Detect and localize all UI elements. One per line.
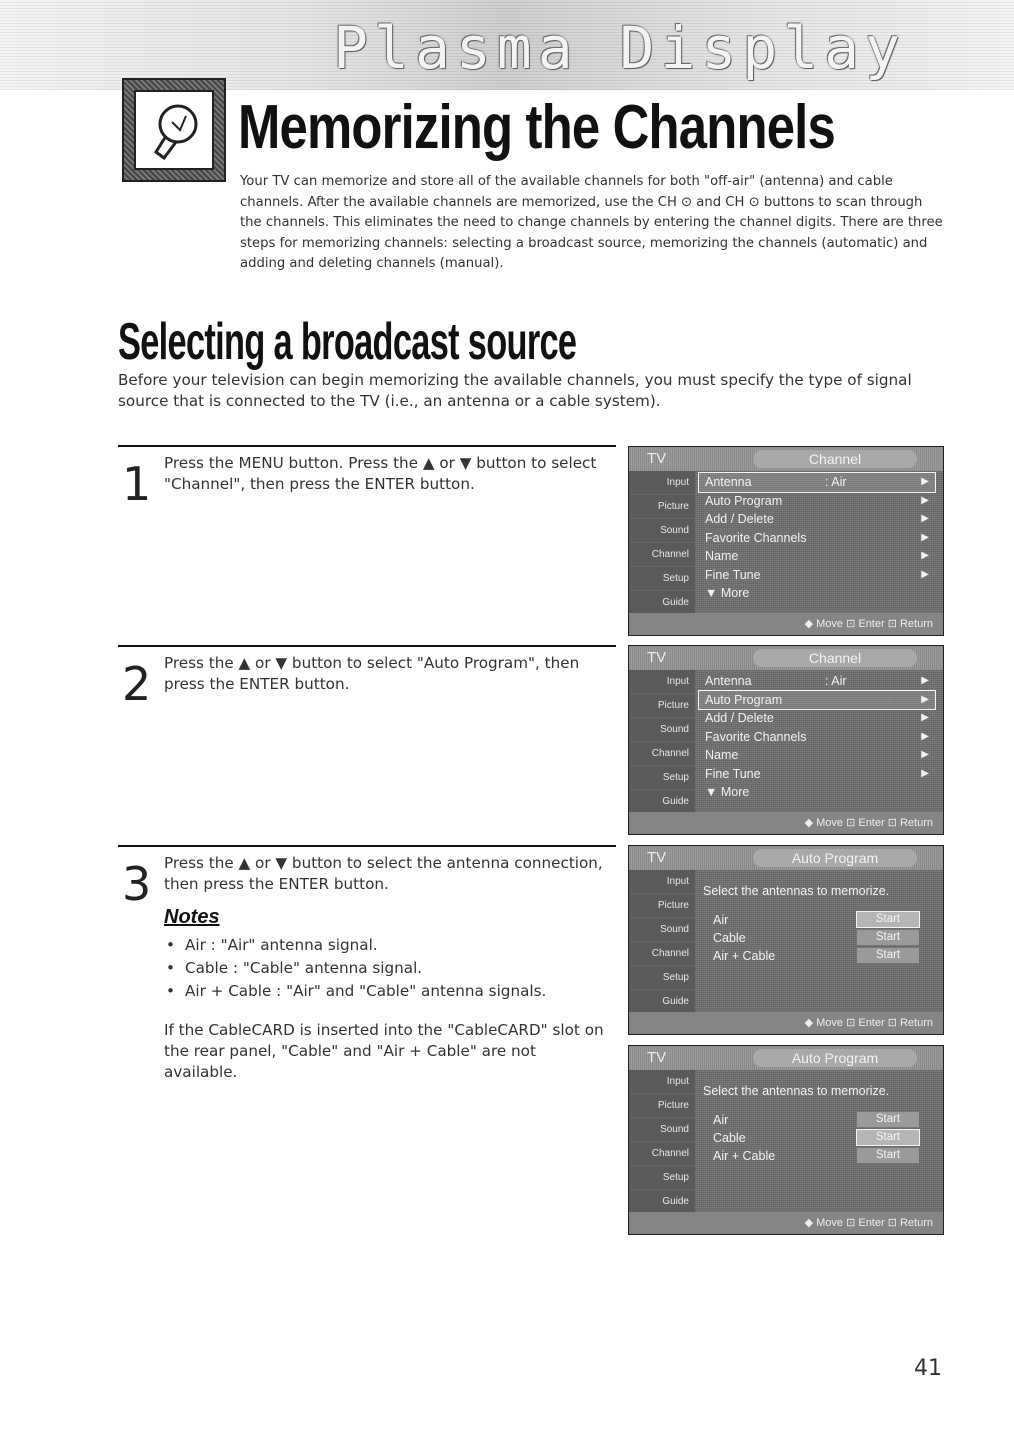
menu-item-antenna: Antenna : Air ▶ bbox=[699, 473, 935, 492]
step-text: Press the ▲ or ▼ button to select "Auto Program", then press the ENTER button. bbox=[164, 654, 580, 693]
start-button: Start bbox=[857, 948, 919, 963]
menu-item-fine-tune: Fine Tune ▶ bbox=[705, 766, 929, 781]
sidebar-item-picture: Picture bbox=[629, 495, 695, 519]
tv-screen-auto-program-1 bbox=[628, 845, 944, 1035]
step-number: 2 bbox=[122, 657, 152, 711]
osd-sidebar bbox=[629, 1070, 695, 1212]
arrow-right-icon: ▶ bbox=[921, 531, 929, 543]
step-1 bbox=[118, 445, 616, 511]
sidebar-item-sound: Sound bbox=[629, 519, 695, 543]
arrow-right-icon: ▶ bbox=[921, 513, 929, 524]
menu-item-air: Air Start bbox=[713, 912, 923, 928]
osd-footer: ◆ Move ⊡ Enter ⊡ Return bbox=[629, 812, 943, 834]
sidebar-item-picture: Picture bbox=[629, 694, 695, 718]
step-text: Press the ▲ or ▼ button to select the antenna connection, then press the ENTER button. bbox=[164, 854, 603, 893]
notes-list bbox=[166, 934, 546, 1003]
sidebar-item-picture: Picture bbox=[629, 1094, 695, 1118]
sidebar-item-sound: Sound bbox=[629, 718, 695, 742]
intro-paragraph: Your TV can memorize and store all of the available channels for both "off-air" (antenna) and cable channels. After the available channels are memorized, use the CH ⊙ and CH ⊙ buttons to scan through the channels. This eliminates the need to change channels by entering the channel digits. There are three steps for memorizing channels: selecting a broadcast source, memorizing the channels (automatic) and adding and deleting channels (manual). bbox=[240, 174, 943, 271]
page-title: Memorizing the Channels bbox=[238, 93, 835, 162]
menu-item-name: Name ▶ bbox=[705, 748, 929, 762]
tv-screen-channel-1 bbox=[628, 446, 944, 636]
osd-sidebar bbox=[629, 471, 695, 613]
tv-label: TV bbox=[647, 849, 667, 866]
sidebar-item-setup: Setup bbox=[629, 1166, 695, 1190]
tv-label: TV bbox=[647, 649, 667, 666]
menu-item-name: Name ▶ bbox=[705, 549, 929, 563]
banner-text: Plasma Display bbox=[333, 14, 906, 82]
osd-prompt: Select the antennas to memorize. bbox=[703, 1084, 890, 1098]
sidebar-item-guide: Guide bbox=[629, 790, 695, 814]
step-2 bbox=[118, 645, 616, 711]
list-item: • Cable : "Cable" antenna signal. bbox=[166, 957, 546, 980]
sidebar-item-input: Input bbox=[629, 870, 695, 894]
menu-item-auto-program: Auto Program ▶ bbox=[699, 691, 935, 710]
sidebar-item-guide: Guide bbox=[629, 1190, 695, 1214]
start-button: Start bbox=[857, 912, 919, 927]
menu-item-more: ▼ More bbox=[705, 785, 750, 799]
menu-title: Channel bbox=[753, 450, 917, 468]
menu-item-auto-program: Auto Program ▶ bbox=[705, 493, 929, 508]
start-button: Start bbox=[857, 930, 919, 945]
arrow-right-icon: ▶ bbox=[921, 712, 929, 723]
notes-title: Notes bbox=[164, 906, 220, 928]
step-number: 1 bbox=[122, 457, 152, 511]
arrow-right-icon: ▶ bbox=[921, 494, 929, 506]
menu-item-antenna: Antenna : Air ▶ bbox=[705, 674, 929, 688]
menu-item-favorite-channels: Favorite Channels ▶ bbox=[705, 729, 929, 744]
step-text: Press the MENU button. Press the ▲ or ▼ button to select "Channel", then press the ENTER button. bbox=[164, 454, 597, 493]
sidebar-item-sound: Sound bbox=[629, 1118, 695, 1142]
tv-label: TV bbox=[647, 1049, 667, 1066]
arrow-right-icon: ▶ bbox=[921, 476, 929, 487]
osd-prompt: Select the antennas to memorize. bbox=[703, 884, 890, 898]
tv-label: TV bbox=[647, 450, 667, 467]
menu-item-air-cable: Air + Cable Start bbox=[713, 948, 923, 964]
start-button: Start bbox=[857, 1130, 919, 1145]
sidebar-item-picture: Picture bbox=[629, 894, 695, 918]
osd-menu bbox=[699, 672, 935, 802]
sidebar-item-input: Input bbox=[629, 471, 695, 495]
arrow-right-icon: ▶ bbox=[921, 568, 929, 580]
menu-title: Auto Program bbox=[753, 849, 917, 867]
osd-sidebar bbox=[629, 870, 695, 1012]
sidebar-item-setup: Setup bbox=[629, 766, 695, 790]
menu-title: Auto Program bbox=[753, 1049, 917, 1067]
sidebar-item-channel: Channel bbox=[629, 543, 695, 567]
tv-screen-channel-2 bbox=[628, 645, 944, 835]
menu-item-more: ▼ More bbox=[705, 586, 750, 600]
osd-footer: ◆ Move ⊡ Enter ⊡ Return bbox=[629, 1212, 943, 1234]
menu-item-add-delete: Add / Delete ▶ bbox=[705, 711, 929, 725]
sidebar-item-channel: Channel bbox=[629, 1142, 695, 1166]
sidebar-item-sound: Sound bbox=[629, 918, 695, 942]
arrow-right-icon: ▶ bbox=[921, 550, 929, 561]
sidebar-item-input: Input bbox=[629, 1070, 695, 1094]
sidebar-item-guide: Guide bbox=[629, 591, 695, 615]
menu-item-air: Air Start bbox=[713, 1112, 923, 1128]
start-button: Start bbox=[857, 1112, 919, 1127]
osd-sidebar bbox=[629, 670, 695, 812]
arrow-right-icon: ▶ bbox=[921, 675, 929, 686]
arrow-right-icon: ▶ bbox=[921, 749, 929, 760]
section-title: Selecting a broadcast source bbox=[118, 313, 577, 371]
page-banner bbox=[0, 0, 1014, 90]
osd-menu bbox=[699, 473, 935, 603]
arrow-right-icon: ▶ bbox=[921, 730, 929, 742]
sidebar-item-guide: Guide bbox=[629, 990, 695, 1014]
menu-title: Channel bbox=[753, 649, 917, 667]
menu-item-add-delete: Add / Delete ▶ bbox=[705, 512, 929, 526]
menu-item-cable: Cable Start bbox=[713, 930, 923, 946]
arrow-right-icon: ▶ bbox=[921, 767, 929, 779]
sidebar-item-channel: Channel bbox=[629, 942, 695, 966]
step-3 bbox=[118, 845, 616, 911]
sidebar-item-setup: Setup bbox=[629, 966, 695, 990]
menu-item-fine-tune: Fine Tune ▶ bbox=[705, 567, 929, 582]
step-number: 3 bbox=[122, 857, 152, 911]
sidebar-item-setup: Setup bbox=[629, 567, 695, 591]
tv-screen-auto-program-2 bbox=[628, 1045, 944, 1235]
osd-footer: ◆ Move ⊡ Enter ⊡ Return bbox=[629, 1012, 943, 1034]
menu-item-cable: Cable Start bbox=[713, 1130, 923, 1146]
arrow-right-icon: ▶ bbox=[921, 693, 929, 705]
sidebar-item-channel: Channel bbox=[629, 742, 695, 766]
sidebar-item-input: Input bbox=[629, 670, 695, 694]
list-item: • Air + Cable : "Air" and "Cable" antenna signals. bbox=[166, 980, 546, 1003]
osd-footer: ◆ Move ⊡ Enter ⊡ Return bbox=[629, 613, 943, 635]
start-button: Start bbox=[857, 1148, 919, 1163]
list-item: • Air : "Air" antenna signal. bbox=[166, 934, 546, 957]
page-number: 41 bbox=[914, 1356, 942, 1381]
menu-item-favorite-channels: Favorite Channels ▶ bbox=[705, 530, 929, 545]
cablecard-note: If the CableCARD is inserted into the "CableCARD" slot on the rear panel, "Cable" and "Air + Cable" are not available. bbox=[164, 1021, 604, 1081]
menu-item-air-cable: Air + Cable Start bbox=[713, 1148, 923, 1164]
section-lead: Before your television can begin memorizing the available channels, you must specify the type of signal source that is connected to the TV (i.e., an antenna or a cable system). bbox=[118, 371, 912, 410]
lightbulb-icon bbox=[122, 78, 226, 182]
